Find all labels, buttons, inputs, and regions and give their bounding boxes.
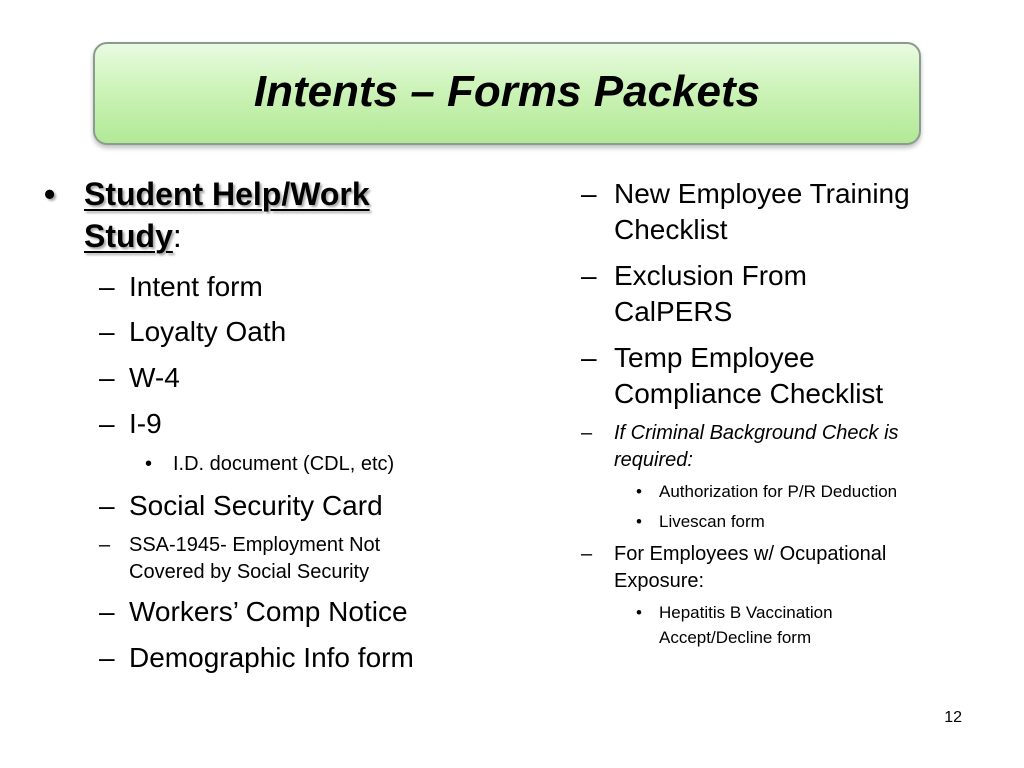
list-item-workers-comp: Workers’ Comp Notice [129,596,408,627]
sub-bullet-marker: • [636,603,642,622]
dash-marker: – [99,490,115,521]
section-heading-line2: Study [84,218,173,254]
dash-marker: – [99,534,111,556]
dash-marker: – [581,178,597,209]
page-number: 12 [944,709,962,726]
title-box [93,42,921,145]
sub-bullet-marker: • [636,482,642,501]
list-item-temp-compliance: Temp Employee [614,342,815,373]
section-heading-colon: : [172,218,182,254]
list-item-ssa-1945-continued: Covered by Social Security [129,561,370,583]
dash-marker: – [581,260,597,291]
list-item-i9: I-9 [129,408,162,439]
slide-title: Intents – Forms Packets [253,66,761,116]
list-item-training-checklist-continued: Checklist [614,214,728,245]
list-item-training-checklist: New Employee Training [614,178,910,209]
sub-item-authorization: Authorization for P/R Deduction [659,482,898,501]
list-item-ssa-1945: SSA-1945- Employment Not [129,534,381,556]
list-item-exclusion-calpers: Exclusion From [614,260,807,291]
list-item-temp-compliance-continued: Compliance Checklist [614,378,884,409]
bullet-marker: • [44,176,56,212]
list-item-criminal-check: If Criminal Background Check is [614,422,899,444]
dash-marker: – [581,543,593,565]
list-item-exposure: For Employees w/ Ocupational [614,543,887,565]
dash-marker: – [99,362,115,393]
dash-marker: – [99,408,115,439]
list-item-w4: W-4 [129,362,180,393]
list-item-exposure-continued: Exposure: [614,570,705,592]
list-item-criminal-check-continued: required: [614,449,693,471]
dash-marker: – [99,596,115,627]
section-heading-line1: Student Help/Work [84,176,370,212]
sub-bullet-marker: • [145,453,153,475]
dash-marker: – [581,422,593,444]
list-item-social-security-card: Social Security Card [129,490,383,521]
dash-marker: – [99,642,115,673]
sub-item-hepatitis-continued: Accept/Decline form [659,628,812,647]
section-heading-continued [84,218,182,255]
dash-marker: – [99,316,115,347]
list-item-demographic: Demographic Info form [129,642,414,673]
list-item-loyalty-oath: Loyalty Oath [129,316,287,347]
list-item-intent-form: Intent form [129,271,263,302]
dash-marker: – [581,342,597,373]
dash-marker: – [99,271,115,302]
section-heading [84,176,370,213]
sub-item-id-document: I.D. document (CDL, etc) [173,453,395,475]
sub-item-hepatitis: Hepatitis B Vaccination [659,603,833,622]
list-item-exclusion-calpers-continued: CalPERS [614,296,733,327]
sub-item-livescan: Livescan form [659,512,765,531]
sub-bullet-marker: • [636,512,642,531]
